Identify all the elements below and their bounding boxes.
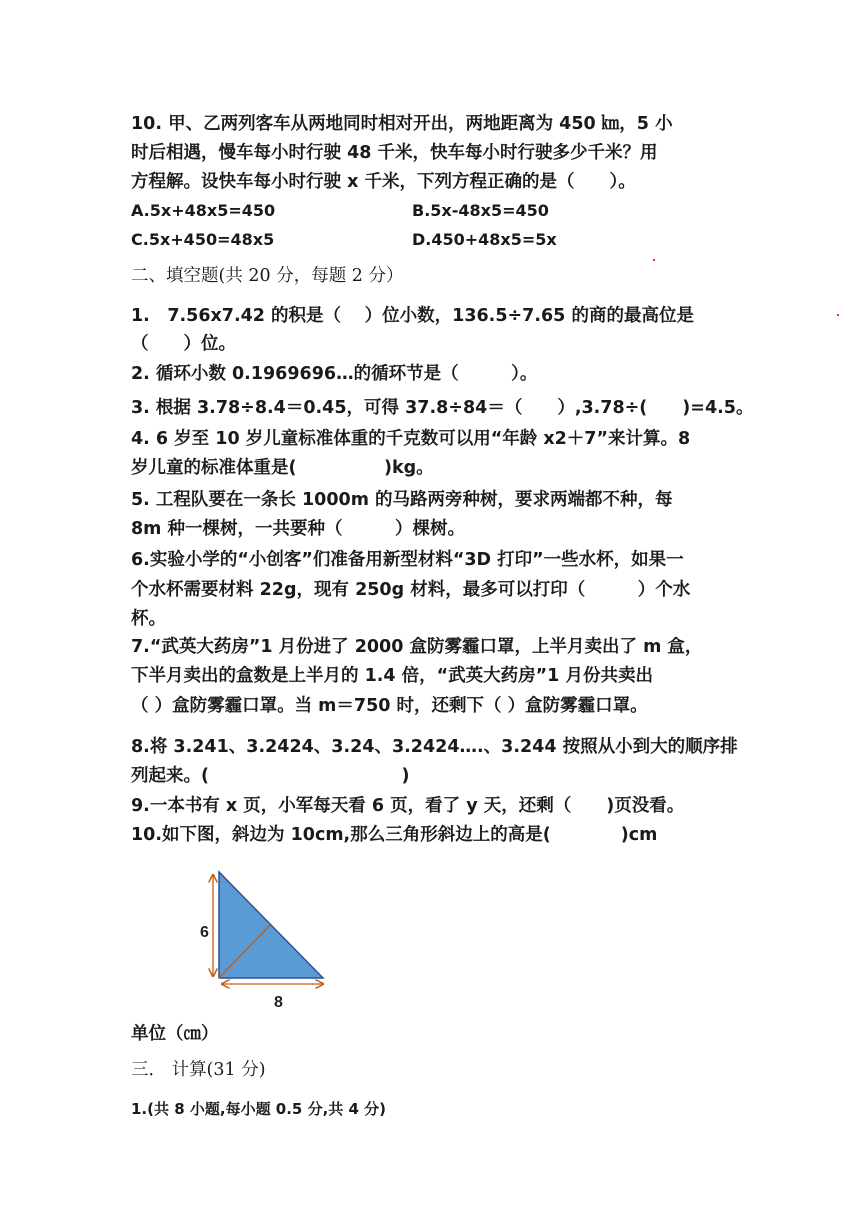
- fill-q10: 10.如下图，斜边为 10cm,那么三角形斜边上的高是( )cm: [131, 825, 658, 845]
- q10-option-d: D.450+48x5=5x: [412, 230, 557, 249]
- section-3-title: 三． 计算(31 分): [131, 1060, 266, 1080]
- bottom-side-label: 8: [274, 994, 283, 1011]
- fill-q4-line-2: 岁儿童的标准体重是( )kg。: [131, 458, 434, 478]
- q10-line-2: 时后相遇，慢车每小时行驶 48 千米，快车每小时行驶多少千米？用: [131, 143, 658, 163]
- q10-option-c: C.5x+450=48x5: [131, 230, 275, 249]
- fill-q3: 3. 根据 3.78÷8.4＝0.45，可得 37.8÷84＝（ ）,3.78÷( )=4.5。: [131, 398, 754, 418]
- left-side-label: 6: [200, 924, 209, 941]
- q10-line-3: 方程解。设快车每小时行驶 x 千米，下列方程正确的是（ ）。: [131, 172, 636, 192]
- fill-q9: 9.一本书有 x 页，小军每天看 6 页，看了 y 天，还剩（ )页没看。: [131, 796, 685, 816]
- stray-mark: [837, 314, 839, 316]
- calc-subsection-1: 1.(共 8 小题,每小题 0.5 分,共 4 分): [131, 1100, 387, 1118]
- fill-q7-line-1: 7.“武英大药房”1 月份进了 2000 盒防雾霾口罩，上半月卖出了 m 盒，: [131, 637, 703, 657]
- q10-option-a: A.5x+48x5=450: [131, 201, 276, 220]
- section-2-title: 二、填空题(共 20 分，每题 2 分）: [131, 266, 404, 286]
- fill-q1-line-1: 1. 7.56x7.42 的积是（ ）位小数，136.5÷7.65 的商的最高位是: [131, 306, 694, 326]
- fill-q2: 2. 循环小数 0.1969696…的循环节是（ ）。: [131, 364, 538, 384]
- fill-q1-line-2: （ ）位。: [131, 334, 236, 354]
- fill-q8-line-1: 8.将 3.241、3.2424、3.24、3.2424….、3.244 按照从小到大的顺序排: [131, 737, 738, 757]
- fill-q7-line-2: 下半月卖出的盒数是上半月的 1.4 倍，“武英大药房”1 月份共卖出: [131, 666, 653, 686]
- fill-q6-line-3: 杯。: [131, 609, 166, 629]
- fill-q7-line-3: （ ）盒防雾霾口罩。当 m＝750 时，还剩下（ ）盒防雾霾口罩。: [131, 696, 648, 716]
- right-triangle-figure: [195, 865, 335, 1015]
- fill-q6-line-2: 个水杯需要材料 22g，现有 250g 材料，最多可以打印（ ）个水: [131, 580, 691, 600]
- q10-line-1: 10. 甲、乙两列客车从两地同时相对开出，两地距离为 450 ㎞，5 小: [131, 114, 673, 134]
- fill-q6-line-1: 6.实验小学的“小创客”们准备用新型材料“3D 打印”一些水杯，如果一: [131, 550, 684, 570]
- fill-q5-line-2: 8m 种一棵树，一共要种（ ）棵树。: [131, 519, 466, 539]
- q10-option-b: B.5x-48x5=450: [412, 201, 549, 220]
- unit-label: 单位（㎝）: [131, 1024, 219, 1044]
- stray-mark: [653, 259, 655, 261]
- fill-q5-line-1: 5. 工程队要在一条长 1000m 的马路两旁种树，要求两端都不种，每: [131, 490, 673, 510]
- fill-q4-line-1: 4. 6 岁至 10 岁儿童标准体重的千克数可以用“年龄 x2＋7”来计算。8: [131, 429, 691, 449]
- fill-q8-line-2: 列起来。( ): [131, 766, 410, 786]
